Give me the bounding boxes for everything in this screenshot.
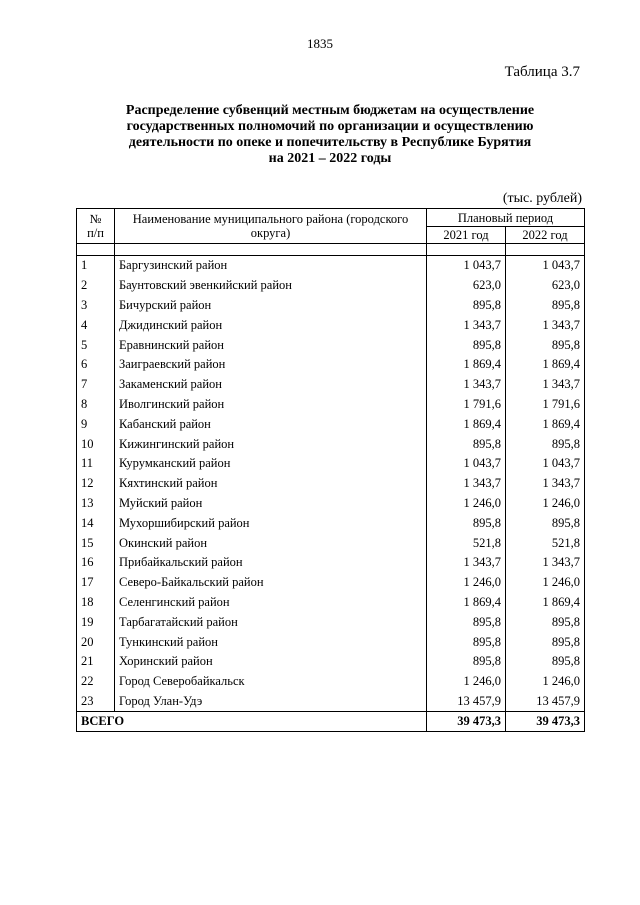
total-2022: 39 473,3 — [506, 712, 585, 732]
district-name: Мухоршибирский район — [115, 513, 427, 533]
value-2021: 1 791,6 — [427, 395, 506, 415]
row-number: 12 — [77, 474, 115, 494]
district-name: Город Улан-Удэ — [115, 692, 427, 712]
value-2022: 1 043,7 — [506, 256, 585, 276]
value-2022: 521,8 — [506, 533, 585, 553]
value-2021: 895,8 — [427, 652, 506, 672]
value-2022: 13 457,9 — [506, 692, 585, 712]
district-name: Кижингинский район — [115, 434, 427, 454]
table-row — [77, 593, 585, 613]
value-2021: 1 343,7 — [427, 474, 506, 494]
row-number: 8 — [77, 395, 115, 415]
value-2021: 623,0 — [427, 276, 506, 296]
subvention-table — [76, 208, 585, 732]
table-row — [77, 454, 585, 474]
district-name: Окинский район — [115, 533, 427, 553]
value-2021: 13 457,9 — [427, 692, 506, 712]
header-period: Плановый период — [427, 209, 585, 227]
value-2022: 895,8 — [506, 652, 585, 672]
table-row — [77, 612, 585, 632]
title-line: Распределение субвенций местным бюджетам на осуществление — [125, 103, 535, 118]
table-row — [77, 414, 585, 434]
row-number: 19 — [77, 612, 115, 632]
row-number: 4 — [77, 315, 115, 335]
table-row — [77, 375, 585, 395]
table-label: Таблица 3.7 — [504, 64, 580, 80]
district-name: Прибайкальский район — [115, 553, 427, 573]
district-name: Хоринский район — [115, 652, 427, 672]
district-name: Селенгинский район — [115, 593, 427, 613]
row-number: 21 — [77, 652, 115, 672]
value-2022: 1 791,6 — [506, 395, 585, 415]
district-name: Джидинский район — [115, 315, 427, 335]
row-number: 13 — [77, 494, 115, 514]
row-number: 2 — [77, 276, 115, 296]
table-row — [77, 276, 585, 296]
value-2021: 895,8 — [427, 632, 506, 652]
district-name: Кабанский район — [115, 414, 427, 434]
value-2021: 1 246,0 — [427, 573, 506, 593]
district-name: Баргузинский район — [115, 256, 427, 276]
district-name: Курумканский район — [115, 454, 427, 474]
table-row — [77, 533, 585, 553]
row-number: 18 — [77, 593, 115, 613]
table-row — [77, 315, 585, 335]
value-2021: 1 869,4 — [427, 355, 506, 375]
table-row — [77, 474, 585, 494]
district-name: Муйский район — [115, 494, 427, 514]
table-body — [77, 244, 585, 712]
value-2022: 1 343,7 — [506, 553, 585, 573]
value-2021: 1 246,0 — [427, 672, 506, 692]
value-2021: 521,8 — [427, 533, 506, 553]
spacer-row — [77, 244, 585, 256]
value-2021: 1 043,7 — [427, 454, 506, 474]
value-2022: 895,8 — [506, 434, 585, 454]
page-number: 1835 — [307, 36, 333, 51]
title-line: на 2021 – 2022 годы — [268, 151, 392, 166]
district-name: Бичурский район — [115, 296, 427, 316]
table-row — [77, 672, 585, 692]
row-number: 14 — [77, 513, 115, 533]
value-2021: 1 246,0 — [427, 494, 506, 514]
table-row — [77, 434, 585, 454]
row-number: 3 — [77, 296, 115, 316]
value-2021: 1 869,4 — [427, 414, 506, 434]
district-name: Баунтовский эвенкийский район — [115, 276, 427, 296]
unit-note: (тыс. рублей) — [502, 191, 582, 206]
value-2021: 895,8 — [427, 296, 506, 316]
row-number: 11 — [77, 454, 115, 474]
value-2021: 1 869,4 — [427, 593, 506, 613]
row-number: 22 — [77, 672, 115, 692]
value-2022: 1 869,4 — [506, 414, 585, 434]
title-line: деятельности по опеке и попечительству в Республике Бурятия — [128, 135, 532, 150]
table-row — [77, 355, 585, 375]
value-2021: 1 343,7 — [427, 375, 506, 395]
value-2022: 1 043,7 — [506, 454, 585, 474]
row-number: 20 — [77, 632, 115, 652]
row-number: 17 — [77, 573, 115, 593]
table-row — [77, 256, 585, 276]
row-number: 7 — [77, 375, 115, 395]
value-2022: 895,8 — [506, 632, 585, 652]
row-number: 16 — [77, 553, 115, 573]
header-name: Наименование муниципального района (городского округа) — [115, 209, 427, 244]
header-year-2022: 2022 год — [506, 227, 585, 244]
value-2022: 895,8 — [506, 296, 585, 316]
total-row — [77, 712, 585, 732]
header-number: № п/п — [77, 209, 115, 244]
table-row — [77, 494, 585, 514]
value-2022: 1 246,0 — [506, 573, 585, 593]
value-2022: 1 246,0 — [506, 672, 585, 692]
value-2022: 1 343,7 — [506, 474, 585, 494]
document-title — [90, 103, 570, 167]
value-2022: 895,8 — [506, 335, 585, 355]
table-row — [77, 513, 585, 533]
district-name: Иволгинский район — [115, 395, 427, 415]
value-2021: 1 343,7 — [427, 315, 506, 335]
value-2021: 895,8 — [427, 335, 506, 355]
value-2021: 895,8 — [427, 612, 506, 632]
table-row — [77, 296, 585, 316]
row-number: 1 — [77, 256, 115, 276]
district-name: Тункинский район — [115, 632, 427, 652]
total-2021: 39 473,3 — [427, 712, 506, 732]
table-row — [77, 692, 585, 712]
table-row — [77, 395, 585, 415]
row-number: 23 — [77, 692, 115, 712]
district-name: Город Северобайкальск — [115, 672, 427, 692]
header-year-2021: 2021 год — [427, 227, 506, 244]
table-row — [77, 652, 585, 672]
district-name: Северо-Байкальский район — [115, 573, 427, 593]
row-number: 10 — [77, 434, 115, 454]
value-2021: 1 343,7 — [427, 553, 506, 573]
district-name: Тарбагатайский район — [115, 612, 427, 632]
value-2022: 1 246,0 — [506, 494, 585, 514]
table-row — [77, 335, 585, 355]
district-name: Кяхтинский район — [115, 474, 427, 494]
value-2022: 895,8 — [506, 612, 585, 632]
value-2022: 1 869,4 — [506, 355, 585, 375]
value-2021: 895,8 — [427, 434, 506, 454]
value-2022: 1 343,7 — [506, 375, 585, 395]
value-2022: 1 869,4 — [506, 593, 585, 613]
row-number: 6 — [77, 355, 115, 375]
table-row — [77, 632, 585, 652]
district-name: Закаменский район — [115, 375, 427, 395]
title-line: государственных полномочий по организации и осуществлению — [126, 119, 534, 134]
row-number: 5 — [77, 335, 115, 355]
row-number: 15 — [77, 533, 115, 553]
table-row — [77, 573, 585, 593]
value-2021: 1 043,7 — [427, 256, 506, 276]
value-2022: 623,0 — [506, 276, 585, 296]
value-2021: 895,8 — [427, 513, 506, 533]
table-row — [77, 553, 585, 573]
total-label: ВСЕГО — [77, 712, 427, 732]
district-name: Заиграевский район — [115, 355, 427, 375]
row-number: 9 — [77, 414, 115, 434]
district-name: Еравнинский район — [115, 335, 427, 355]
value-2022: 1 343,7 — [506, 315, 585, 335]
value-2022: 895,8 — [506, 513, 585, 533]
